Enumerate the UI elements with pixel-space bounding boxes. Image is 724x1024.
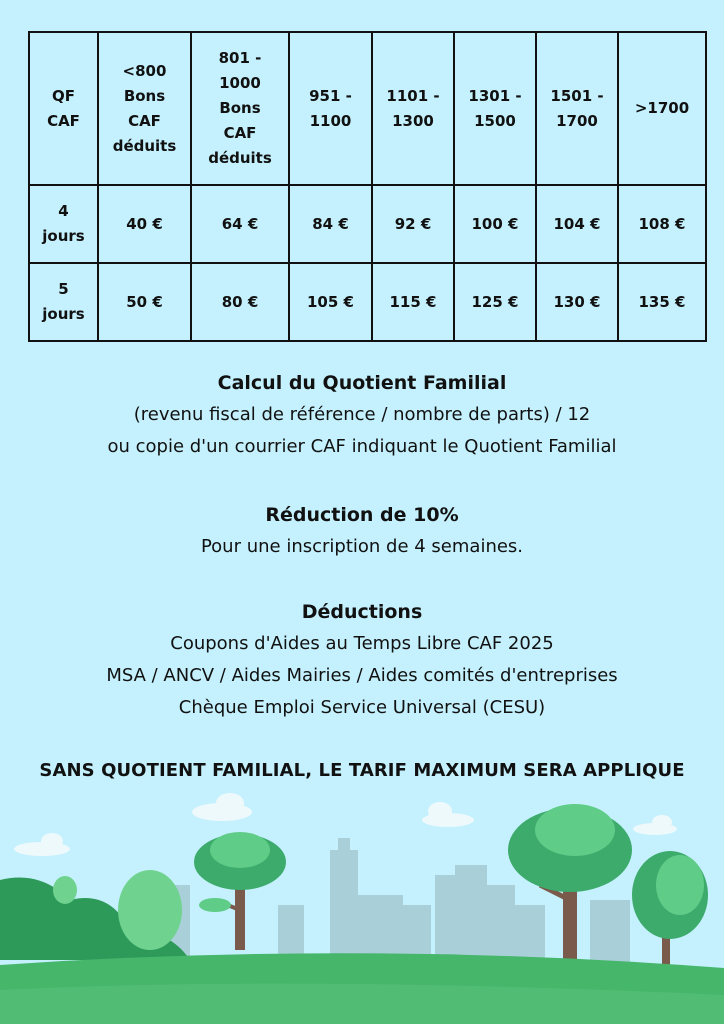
- price-value: 135 €: [638, 292, 686, 311]
- price-value: 64 €: [221, 214, 259, 233]
- price-cell: [372, 185, 454, 263]
- row-label-cell: [29, 263, 98, 341]
- header-cell-801-1000: [191, 32, 289, 185]
- header-cell-1501-1700: [536, 32, 618, 185]
- price-value: 115 €: [389, 292, 437, 311]
- header-label: 1501 - 1700: [550, 86, 604, 130]
- deduction-item: Coupons d'Aides au Temps Libre CAF 2025: [170, 633, 554, 654]
- warning-text: SANS QUOTIENT FAMILIAL, LE TARIF MAXIMUM SERA APPLIQUE: [39, 760, 685, 781]
- reduction-title: Réduction de 10%: [265, 504, 459, 526]
- price-cell: [289, 185, 372, 263]
- pricing-table: [28, 31, 707, 342]
- deductions-section: [0, 596, 724, 724]
- bush: [0, 870, 190, 960]
- header-cell-under-800: [98, 32, 191, 185]
- price-cell: [372, 263, 454, 341]
- row-label: 5 jours: [42, 280, 85, 323]
- quotient-title: Calcul du Quotient Familial: [217, 372, 507, 394]
- price-cell: [289, 263, 372, 341]
- price-cell: [454, 185, 536, 263]
- header-cell-1301-1500: [454, 32, 536, 185]
- table-header-row: [29, 32, 706, 185]
- price-value: 84 €: [312, 214, 349, 233]
- header-label: 951 - 1100: [309, 86, 352, 130]
- price-cell: [191, 185, 289, 263]
- price-value: 92 €: [394, 214, 432, 233]
- price-cell: [618, 185, 706, 263]
- header-label: QF CAF: [47, 86, 80, 130]
- header-label: 801 - 1000 Bons CAF déduits: [208, 49, 272, 167]
- header-cell-1101-1300: [372, 32, 454, 185]
- price-value: 130 €: [553, 292, 601, 311]
- cloud-icon: [14, 833, 70, 856]
- price-value: 108 €: [638, 214, 686, 233]
- price-cell: [618, 263, 706, 341]
- header-cell-over-1700: [618, 32, 706, 185]
- price-cell: [536, 263, 618, 341]
- header-label: 1301 - 1500: [468, 86, 522, 130]
- cloud-icon: [192, 793, 252, 821]
- tree: [632, 851, 708, 970]
- table-row-4-days: [29, 185, 706, 263]
- price-cell: [191, 263, 289, 341]
- cloud-icon: [633, 815, 677, 835]
- table-row-5-days: [29, 263, 706, 341]
- price-value: 100 €: [471, 214, 519, 233]
- deductions-title: Déductions: [301, 601, 423, 623]
- price-value: 50 €: [126, 292, 163, 311]
- price-cell: [536, 185, 618, 263]
- quotient-section: [0, 367, 724, 463]
- price-value: 104 €: [553, 214, 601, 233]
- row-label-cell: [29, 185, 98, 263]
- price-value: 40 €: [126, 214, 163, 233]
- quotient-alternative: ou copie d'un courrier CAF indiquant le Quotient Familial: [107, 436, 617, 457]
- price-cell: [98, 263, 191, 341]
- price-cell: [454, 263, 536, 341]
- reduction-text: Pour une inscription de 4 semaines.: [200, 536, 524, 557]
- row-label: 4 jours: [42, 202, 85, 245]
- price-value: 105 €: [307, 292, 354, 311]
- header-cell-951-1100: [289, 32, 372, 185]
- price-value: 80 €: [221, 292, 259, 311]
- landscape-illustration: [0, 780, 724, 1024]
- tree: [194, 832, 286, 950]
- header-label: <800 Bons CAF déduits: [112, 61, 177, 155]
- deduction-item: MSA / ANCV / Aides Mairies / Aides comités d'entreprises: [106, 665, 618, 686]
- header-label: >1700: [634, 99, 690, 117]
- header-cell-qf-caf: [29, 32, 98, 185]
- price-value: 125 €: [471, 292, 519, 311]
- reduction-section: [0, 499, 724, 563]
- quotient-formula: (revenu fiscal de référence / nombre de parts) / 12: [133, 404, 591, 425]
- price-cell: [98, 185, 191, 263]
- cloud-icon: [422, 802, 474, 827]
- deduction-item: Chèque Emploi Service Universal (CESU): [178, 697, 546, 718]
- header-label: 1101 - 1300: [386, 86, 440, 130]
